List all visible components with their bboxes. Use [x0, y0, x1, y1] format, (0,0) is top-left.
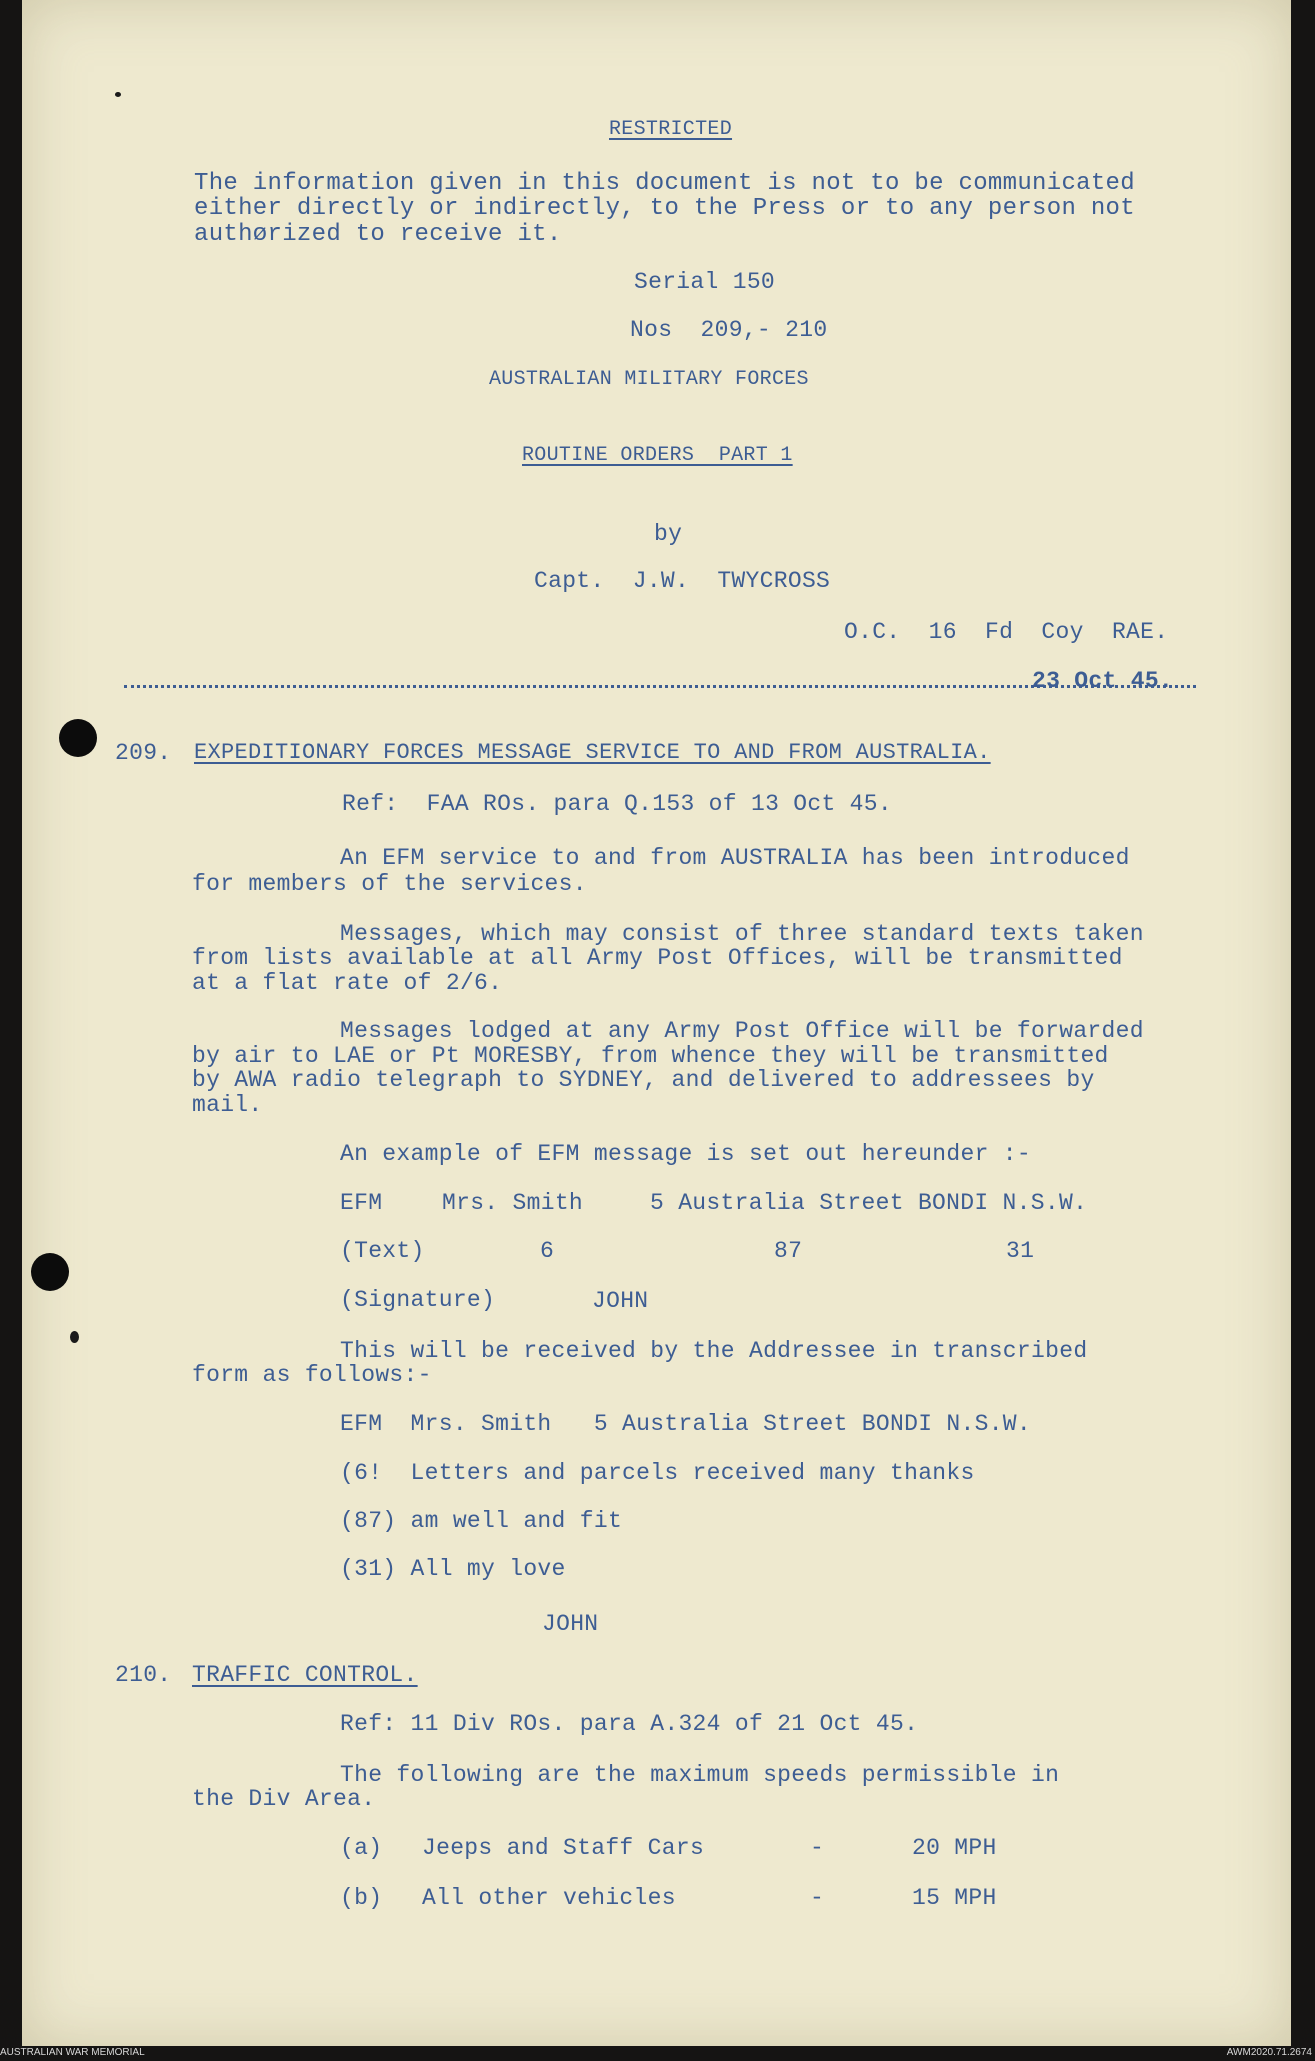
speed-row-a-label: (a)	[340, 1835, 383, 1861]
order-209-para-2-line-3: at a flat rate of 2/6.	[192, 970, 503, 996]
archive-footer	[0, 2046, 1315, 2061]
order-210-ref: Ref: 11 Div ROs. para A.324 of 21 Oct 45.	[340, 1711, 919, 1737]
order-numbers: Nos 209,- 210	[630, 317, 828, 343]
example-name: Mrs. Smith	[442, 1190, 584, 1216]
footer-accession-number: AWM2020.71.2674	[1226, 2047, 1312, 2058]
example-signature-label: (Signature)	[340, 1287, 496, 1313]
speed-row-b-vehicle: All other vehicles	[422, 1885, 676, 1911]
example-address: 5 Australia Street BONDI N.S.W.	[650, 1190, 1088, 1216]
example-code-2: 87	[774, 1238, 803, 1264]
ink-speck	[115, 92, 121, 97]
transcribed-line-4: (31) All my love	[340, 1556, 566, 1582]
order-209-para-3-line-3: by AWA radio telegraph to SYDNEY, and delivered to addressees by	[192, 1067, 1095, 1093]
order-209-para-3-line-4: mail.	[192, 1092, 263, 1118]
restricted-heading: RESTRICTED	[609, 118, 733, 141]
document-page	[22, 0, 1291, 2046]
order-210-number: 210.	[115, 1662, 172, 1688]
notice-line-2: either directly or indirectly, to the Press or to any person not	[194, 195, 1135, 222]
ink-speck	[70, 1331, 79, 1343]
order-210-para-1-line-1: The following are the maximum speeds permissible in	[340, 1762, 1060, 1788]
order-209-para-1-line-2: for members of the services.	[192, 871, 587, 897]
order-209-para-3-line-1: Messages lodged at any Army Post Office will be forwarded	[340, 1018, 1144, 1044]
punch-hole-bottom	[31, 1253, 69, 1291]
speed-row-a-vehicle: Jeeps and Staff Cars	[422, 1835, 705, 1861]
order-209-para-2-line-1: Messages, which may consist of three standard texts taken	[340, 921, 1144, 947]
speed-row-a-speed: 20 MPH	[912, 1835, 997, 1861]
order-209-para-2-line-2: from lists available at all Army Post Offices, will be transmitted	[192, 945, 1123, 971]
order-209-number: 209.	[115, 740, 172, 766]
order-209-para-1-line-1: An EFM service to and from AUSTRALIA has been introduced	[340, 845, 1130, 871]
footer-institution: AUSTRALIAN WAR MEMORIAL	[0, 2047, 145, 2058]
transcribed-line-3: (87) am well and fit	[340, 1508, 623, 1534]
order-209-heading: EXPEDITIONARY FORCES MESSAGE SERVICE TO AND FROM AUSTRALIA.	[194, 740, 991, 765]
notice-line-3: authørized to receive it.	[194, 221, 562, 248]
order-209-para-3-line-2: by air to LAE or Pt MORESBY, from whence they will be transmitted	[192, 1043, 1109, 1069]
officer-unit: O.C. 16 Fd Coy RAE.	[844, 619, 1169, 645]
notice-line-1: The information given in this document is not to be communicated	[194, 170, 1135, 197]
forces-heading: AUSTRALIAN MILITARY FORCES	[489, 368, 809, 391]
serial-number: Serial 150	[634, 269, 776, 295]
speed-row-b-dash: -	[810, 1885, 825, 1911]
speed-row-b-label: (b)	[340, 1885, 383, 1911]
order-209-para-5-line-1: This will be received by the Addressee in transcribed	[340, 1338, 1088, 1364]
order-210-para-1-line-2: the Div Area.	[192, 1786, 376, 1812]
speed-row-a-dash: -	[810, 1835, 825, 1861]
example-code-3: 31	[1006, 1238, 1035, 1264]
speed-row-b-speed: 15 MPH	[912, 1885, 997, 1911]
example-efm: EFM	[340, 1190, 383, 1216]
example-text-label: (Text)	[340, 1238, 425, 1264]
document-title: ROUTINE ORDERS PART 1	[522, 444, 793, 467]
example-code-1: 6	[540, 1238, 555, 1264]
order-210-heading: TRAFFIC CONTROL.	[192, 1662, 418, 1688]
order-209-para-5-line-2: form as follows:-	[192, 1362, 432, 1388]
order-209-ref: Ref: FAA ROs. para Q.153 of 13 Oct 45.	[342, 791, 892, 817]
by-line: by	[654, 521, 683, 547]
order-209-para-4: An example of EFM message is set out hereunder :-	[340, 1141, 1032, 1167]
transcribed-line-1: EFM Mrs. Smith 5 Australia Street BONDI N.S.W.	[340, 1411, 1032, 1437]
transcribed-line-2: (6! Letters and parcels received many thanks	[340, 1460, 975, 1486]
document-date: 23 Oct 45.	[1032, 668, 1174, 694]
officer-name: Capt. J.W. TWYCROSS	[534, 568, 831, 594]
punch-hole-top	[59, 719, 97, 757]
transcribed-signature: JOHN	[542, 1611, 599, 1637]
example-signature: JOHN	[592, 1288, 649, 1314]
